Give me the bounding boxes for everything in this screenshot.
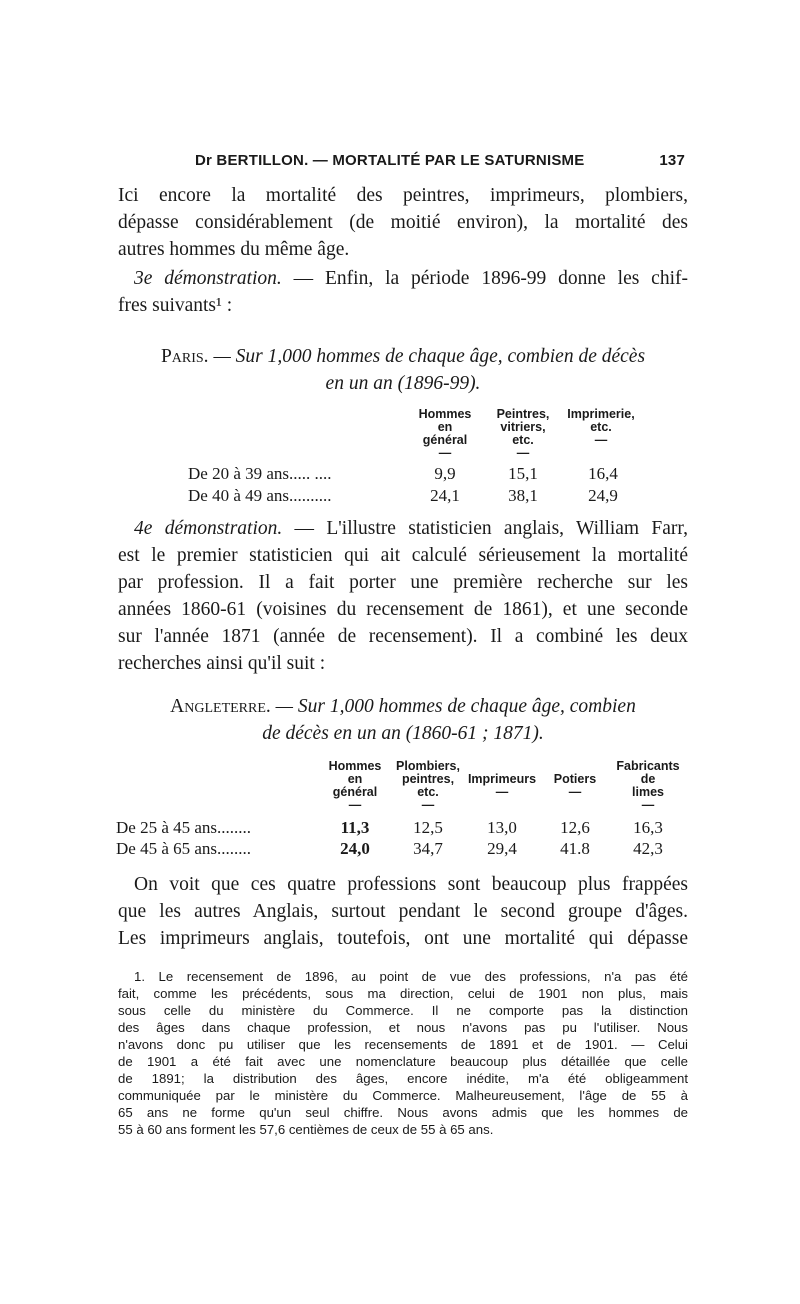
- table-2-header-2: [462, 760, 542, 799]
- page-number: 137: [659, 152, 685, 169]
- text-line: par profession. Il a fait porter une première recherche sur les: [118, 572, 688, 593]
- header-cell: Plombiers,: [396, 759, 460, 773]
- header-cell: Imprimerie,: [567, 407, 635, 421]
- header-cell: etc.: [417, 785, 439, 799]
- caption-text: en un an (1896-99).: [325, 373, 481, 394]
- footnote: [118, 968, 688, 1138]
- footnote-line: 55 à 60 ans forment les 57,6 centièmes de ceux de 55 à 65 ans.: [118, 1122, 494, 1137]
- table-1-header-1: [488, 408, 558, 460]
- header-cell: —: [594, 433, 608, 447]
- footnote-line: des âges dans chaque profession, et nous n'avons pas pu l'utiliser. Nous: [118, 1020, 688, 1035]
- footnote-line: fait, comme les précédents, sous ma direction, celui de 1901 non plus, mais: [118, 986, 688, 1001]
- footnote-line: n'avons donc pu utiliser que les recensements de 1891 et de 1901. — Celui: [118, 1037, 688, 1052]
- header-cell: —: [421, 798, 435, 812]
- table-1-header-0: [410, 408, 480, 460]
- table-2-cell: 12,6: [560, 818, 590, 837]
- caption-place: Angleterre.: [170, 696, 271, 717]
- footnote-line: 65 ans ne forme qu'un seul chiffre. Nous avons admis que les hommes de: [118, 1105, 688, 1120]
- section-label: 3e démonstration.: [134, 268, 282, 289]
- header-cell: —: [438, 446, 452, 460]
- text-run: — L'illustre statisticien anglais, William Farr,: [282, 518, 688, 539]
- table-1-header-2: [558, 408, 644, 447]
- text-line: dépasse considérablement (de moitié environ), la mortalité des: [118, 212, 688, 233]
- text-line: années 1860-61 (voisines du recensement de 1861), et une seconde: [118, 599, 688, 620]
- section-label: 4e démonstration.: [134, 518, 283, 539]
- table-2: [0, 760, 800, 860]
- table-2-cell: 12,5: [413, 818, 443, 837]
- table-2-cell: 13,0: [487, 818, 517, 837]
- header-cell: en: [347, 772, 363, 786]
- table-1-cell: 16,4: [588, 464, 618, 483]
- table-2-cell: 42,3: [633, 839, 663, 858]
- text-line: [118, 515, 688, 542]
- header-cell: général: [332, 785, 378, 799]
- header-cell: limes: [632, 785, 664, 799]
- table-1-cell: 15,1: [508, 464, 538, 483]
- paragraph-3: [118, 515, 688, 677]
- text-line: autres hommes du même âge.: [118, 239, 350, 260]
- caption-text: de décès en un an (1860-61 ; 1871).: [262, 723, 544, 744]
- table-1-row-label: De 20 à 39 ans..... ....: [188, 464, 332, 483]
- footnote-line: de 1901 a été fait avec une nomenclature beaucoup plus détaillée que celle: [118, 1054, 688, 1069]
- header-cell: —: [348, 798, 362, 812]
- paragraph-1: [118, 182, 688, 263]
- running-title: Dr BERTILLON. — MORTALITÉ PAR LE SATURNISME: [195, 152, 585, 169]
- text-line: que les autres Anglais, surtout pendant le second groupe d'âges.: [118, 901, 688, 922]
- table-2-cell: 29,4: [487, 839, 517, 858]
- text-line: Ici encore la mortalité des peintres, imprimeurs, plombiers,: [118, 185, 688, 206]
- header-cell: Peintres,: [496, 407, 550, 421]
- caption-text: — Sur 1,000 hommes de chaque âge, combien de décès: [208, 346, 646, 367]
- table-1-row-label: De 40 à 49 ans..........: [188, 486, 332, 505]
- paragraph-2: [118, 265, 688, 319]
- header-cell: en: [437, 420, 453, 434]
- header-cell: Fabricants: [616, 759, 680, 773]
- table-2-header-3: [540, 760, 610, 799]
- footnote-line: sous celle du ministère du Commerce. Il ne comporte pas la distinction: [118, 1003, 688, 1018]
- table-2-header-4: [608, 760, 688, 812]
- table-2-cell: 16,3: [633, 818, 663, 837]
- header-cell: —: [495, 785, 509, 799]
- header-cell: peintres,: [401, 772, 455, 786]
- table-2-header-0: [320, 760, 390, 812]
- table-2-caption: [118, 693, 688, 747]
- table-2-row-label: De 45 à 65 ans........: [116, 839, 252, 858]
- text-line: Les imprimeurs anglais, toutefois, ont une mortalité qui dépasse: [118, 928, 688, 949]
- paragraph-4: [118, 871, 688, 952]
- text-line: [118, 265, 688, 292]
- caption-place: Paris.: [160, 346, 209, 367]
- header-cell: etc.: [590, 420, 612, 434]
- table-1-cell: 38,1: [508, 486, 538, 505]
- footnote-line: 1. Le recensement de 1896, au point de vue des professions, n'a pas été: [134, 969, 688, 984]
- caption-text: — Sur 1,000 hommes de chaque âge, combien: [270, 696, 636, 717]
- table-2-cell: 11,3: [340, 818, 370, 837]
- table-1-caption: [118, 343, 688, 397]
- header-cell: Hommes: [328, 759, 382, 773]
- table-2-header-1: [388, 760, 468, 812]
- text-line: On voit que ces quatre professions sont beaucoup plus frappées: [134, 874, 688, 895]
- header-cell: —: [516, 446, 530, 460]
- header-cell: de: [640, 772, 656, 786]
- header-cell: Imprimeurs: [467, 772, 537, 786]
- table-1-cell: 9,9: [434, 464, 456, 483]
- footnote-line: communiquée par le ministère du Commerce. Malheureusement, l'âge de 55 à: [118, 1088, 688, 1103]
- table-1-cell: 24,1: [430, 486, 460, 505]
- text-line: sur l'année 1871 (année de recensement). Il a combiné les deux: [118, 626, 688, 647]
- table-2-row-label: De 25 à 45 ans........: [116, 818, 252, 837]
- text-line: recherches ainsi qu'il suit :: [118, 653, 326, 674]
- table-2-cell: 41.8: [560, 839, 590, 858]
- table-1: [0, 408, 800, 508]
- table-2-cell: 24,0: [340, 839, 370, 858]
- table-1-cell: 24,9: [588, 486, 618, 505]
- table-2-cell: 34,7: [413, 839, 443, 858]
- text-line: fres suivants¹ :: [118, 295, 233, 316]
- footnote-line: de 1891; la distribution des âges, encore inédite, m'a été obligeamment: [118, 1071, 688, 1086]
- header-cell: —: [568, 785, 582, 799]
- header-cell: —: [641, 798, 655, 812]
- header-cell: général: [422, 433, 468, 447]
- text-run: — Enfin, la période 1896-99 donne les chif-: [281, 268, 688, 289]
- text-line: est le premier statisticien qui ait calculé sérieusement la mortalité: [118, 545, 688, 566]
- header-cell: Hommes: [418, 407, 472, 421]
- header-cell: Potiers: [553, 772, 597, 786]
- header-cell: etc.: [512, 433, 534, 447]
- running-header: [195, 152, 685, 174]
- header-cell: vitriers,: [500, 420, 546, 434]
